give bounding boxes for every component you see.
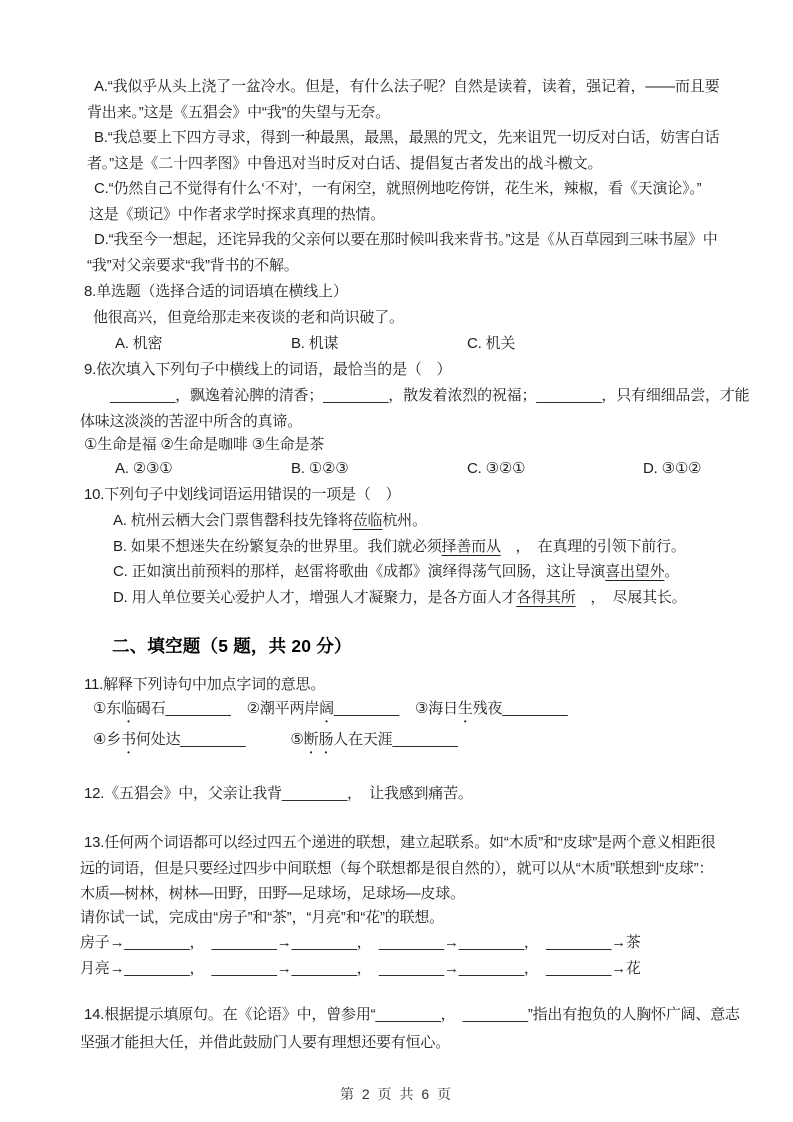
question-8-options-row	[115, 335, 643, 354]
question-9-title: 9.依次填入下列句子中横线上的词语，最恰当的是（ ）	[84, 361, 452, 378]
q11-item-4	[93, 731, 245, 748]
question-9-option-b: B. ①②③	[291, 460, 349, 477]
q11-item-2-blank: ________	[333, 700, 400, 717]
question-8-sentence: 他很高兴，但竟给那走来夜谈的老和尚识破了。	[93, 309, 404, 326]
question-13-association-moon-flower: 月亮→________， ________→________， ________→________， ________→花	[80, 960, 641, 977]
reading-option-b-line2: 者。”这是《二十四孝图》中鲁迅对当时反对白话、提倡复古者发出的战斗檄文。	[87, 155, 603, 172]
q11-item-2-dotted: 阔	[319, 700, 334, 717]
reading-option-d-line1: D.“我至今一想起，还诧异我的父亲何以要在那时候叫我来背书。”这是《从百草园到三味书屋》中	[94, 231, 718, 248]
option-d-text-after: ， 尽展其长。	[575, 589, 687, 606]
question-11-row2	[93, 731, 458, 757]
page-number-footer: 第 2 页 共 6 页	[339, 1086, 454, 1102]
q11-item-5-dotted: 断肠	[303, 731, 334, 748]
reading-option-b-line1: B.“我总要上下四方寻求，得到一种最黑，最黑，最黑的咒文，先来诅咒一切反对白话，妨害白话	[94, 129, 720, 146]
question-9-option-c: C. ③②①	[467, 460, 526, 477]
question-8-title: 8.单选题（选择合适的词语填在横线上）	[84, 283, 348, 300]
question-8-option-c: C. 机关	[467, 335, 516, 352]
question-9-sentence-line1: ________，飘逸着沁脾的清香；________，散发着浓烈的祝福；________，只有细细品尝，才能	[110, 387, 750, 404]
question-9-sentence-line2: 体味这淡淡的苦涩中所含的真谛。	[80, 413, 303, 430]
q11-item-3-dotted: 生	[457, 700, 473, 717]
option-c-text: C. 正如演出前预料的那样，赵雷将歌曲《成都》演绎得荡气回肠，这让导演	[113, 563, 606, 580]
option-a-underlined-word: 莅临	[352, 512, 383, 529]
q11-item-1-dotted: 临	[121, 700, 136, 717]
question-11-row1	[93, 700, 567, 726]
question-10-title: 10.下列句子中划线词语运用错误的一项是（ ）	[84, 486, 401, 503]
q11-item-3-post: 残夜	[472, 700, 503, 717]
option-d-underlined-word: 各得其所	[516, 589, 576, 606]
reading-option-a-line2: 背出来。”这是《五猖会》中“我”的失望与无奈。	[87, 104, 390, 121]
question-8-option-a: A. 机密	[115, 335, 163, 352]
option-d-text: D. 用人单位要关心爱护人才，增强人才凝聚力，是各方面人才	[113, 589, 517, 606]
reading-option-c-line2: 这是《琐记》中作者求学时探求真理的热情。	[89, 206, 386, 223]
q11-item-4-blank: ________	[180, 731, 246, 748]
option-b-text: B. 如果不想迷失在纷繁复杂的世界里。我们就必须	[113, 538, 442, 555]
option-c-text-after: 。	[664, 563, 680, 580]
q11-item-5-blank: ________	[392, 731, 458, 748]
q11-item-5	[290, 731, 457, 748]
reading-option-a-line1: A.“我似乎从头上浇了一盆冷水。但是，有什么法子呢？自然是读着，读着，强记着，——而且要	[94, 78, 720, 95]
option-c-underlined-word: 喜出望外	[605, 563, 665, 580]
question-13-line2: 远的词语，但是只要经过四步中间联想（每个联想都是很自然的），就可以从“木质”联想到“皮球”：	[80, 860, 714, 877]
q11-item-3-blank: ________	[502, 700, 568, 717]
question-14-line1: 14.根据提示填原句。在《论语》中，曾参用“________， ________”指出有抱负的人胸怀广阔、意志	[84, 1006, 740, 1023]
q11-item-2-pre: ②潮平两岸	[246, 700, 320, 717]
question-13-line4: 请你试一试，完成由“房子”和“茶”，“月亮”和“花”的联想。	[80, 909, 444, 926]
q11-item-1-pre: ①东	[93, 700, 122, 717]
question-10-option-a	[113, 512, 427, 531]
question-13-line1: 13.任何两个词语都可以经过四五个递进的联想，建立起联系。如“木质”和“皮球”是两个意义相距很	[84, 834, 716, 851]
reading-option-d-line2: “我”对父亲要求“我”背书的不解。	[87, 257, 299, 274]
question-12-text: 12.《五猖会》中，父亲让我背________， 让我感到痛苦。	[84, 785, 473, 802]
q11-item-5-pre: ⑤	[290, 731, 304, 748]
question-14-line2: 坚强才能担大任，并借此鼓励门人要有理想还要有恒心。	[80, 1034, 451, 1051]
q11-item-3	[415, 700, 567, 717]
q11-item-3-pre: ③海日	[415, 700, 458, 717]
option-a-text-after: 杭州。	[382, 512, 427, 529]
q11-item-1-post: 碣石	[135, 700, 166, 717]
question-10-option-b	[113, 538, 686, 557]
q11-item-1-blank: ________	[165, 700, 231, 717]
question-8-option-b: B. 机谋	[291, 335, 339, 352]
option-b-underlined-word: 择善而从	[441, 538, 501, 555]
question-9-items: ①生命是福 ②生命是咖啡 ③生命是茶	[84, 436, 325, 453]
question-10-option-d	[113, 589, 686, 608]
q11-item-4-pre: ④乡	[93, 731, 122, 748]
question-9-options-row	[115, 460, 793, 479]
question-11-title: 11.解释下列诗句中加点字词的意思。	[84, 676, 326, 693]
q11-item-5-post: 人在天涯	[333, 731, 393, 748]
reading-option-c-line1: C.“仍然自己不觉得有什么‘不对’，一有闲空，就照例地吃侉饼，花生米，辣椒，看《天演论》。”	[94, 180, 702, 197]
q11-item-2	[247, 700, 399, 717]
question-10-option-c	[113, 563, 679, 582]
q11-item-4-dotted: 书	[121, 731, 136, 748]
q11-item-1	[93, 700, 231, 717]
question-13-line3: 木质—树林，树林—田野，田野—足球场，足球场—皮球。	[80, 885, 465, 902]
option-b-text-after: ， 在真理的引领下前行。	[500, 538, 686, 555]
question-9-option-a: A. ②③①	[115, 460, 173, 477]
section-2-title: 二、填空题（5 题，共 20 分）	[112, 636, 352, 656]
option-a-text: A. 杭州云栖大会门票售罄科技先锋将	[113, 512, 353, 529]
question-9-option-d: D. ③①②	[643, 460, 702, 477]
question-13-association-house-tea: 房子→________， ________→________， ________→________， ________→茶	[80, 934, 641, 951]
q11-item-4-post: 何处达	[135, 731, 181, 748]
